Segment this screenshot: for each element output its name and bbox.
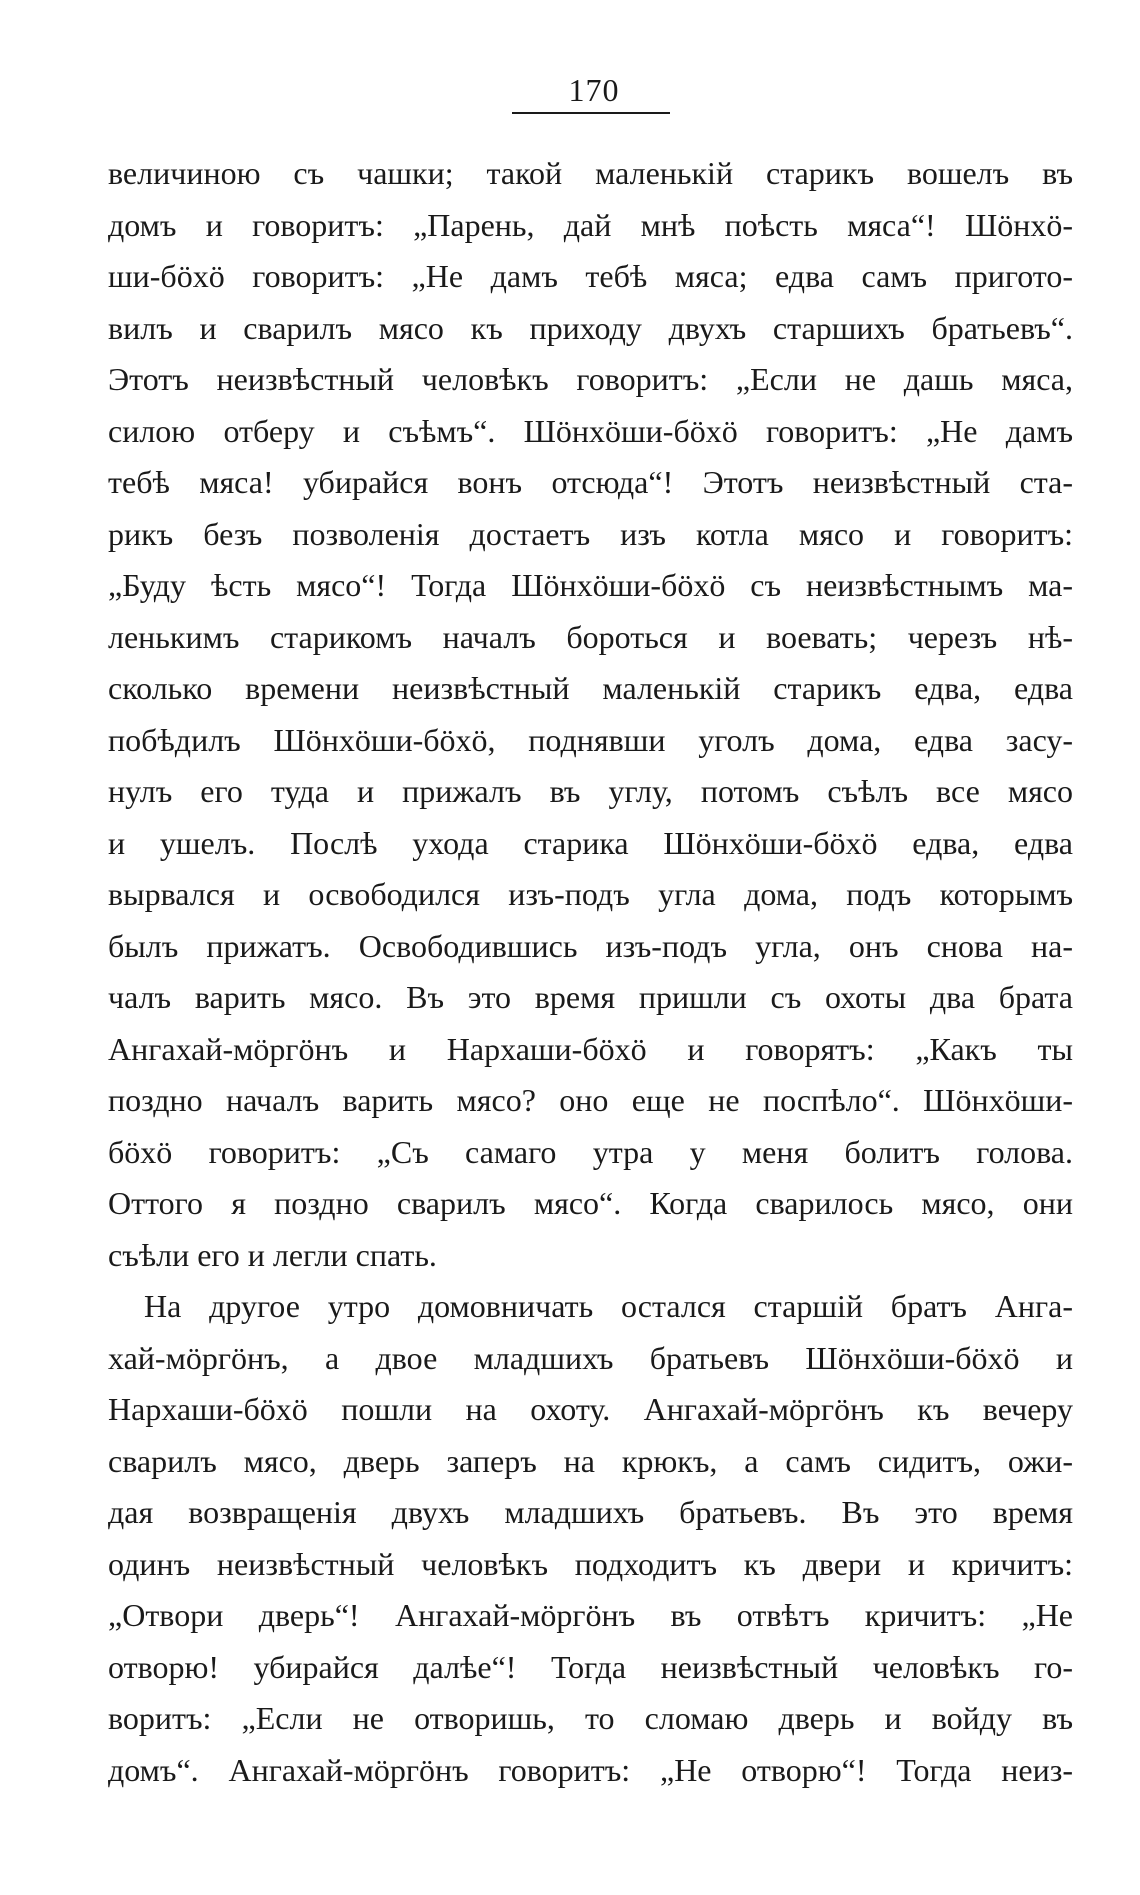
text-line: бöхö говоритъ: „Съ самаго утра у меня болитъ голова. — [108, 1133, 1073, 1170]
text-line: „Буду ѣсть мясо“! Тогда Шöнхöши-бöхö съ неизвѣстнымъ ма- — [108, 567, 1073, 603]
text-line: хай-мöргöнъ, а двое младшихъ братьевъ Шöнхöши-бöхö и — [108, 1339, 1073, 1376]
text-line: вилъ и сварилъ мясо къ приходу двухъ старшихъ братьевъ“. — [108, 309, 1073, 346]
text-line: На другое утро домовничать остался старшій братъ Анга- — [144, 1288, 1073, 1324]
text-line: рикъ безъ позволенія достаетъ изъ котла мясо и говоритъ: — [108, 515, 1073, 552]
text-line: Оттого я поздно сварилъ мясо“. Когда сварилось мясо, они — [108, 1185, 1073, 1221]
text-line: отворю! убирайся далѣе“! Тогда неизвѣстный человѣкъ го- — [108, 1648, 1073, 1685]
text-line: Ангахай-мöргöнъ и Нархаши-бöхö и говорятъ: „Какъ ты — [108, 1030, 1073, 1067]
body-text — [108, 148, 1073, 1796]
text-line: сколько времени неизвѣстный маленькій старикъ едва, едва — [108, 670, 1073, 706]
text-line: чалъ варить мясо. Въ это время пришли съ охоты два брата — [108, 979, 1073, 1015]
text-line: одинъ неизвѣстный человѣкъ подходитъ къ двери и кричитъ: — [108, 1545, 1073, 1582]
text-line: воритъ: „Если не отворишь, то сломаю дверь и войду въ — [108, 1700, 1073, 1736]
text-line: тебѣ мяса! убирайся вонъ отсюда“! Этотъ неизвѣстный ста- — [108, 464, 1073, 500]
text-line: Этотъ неизвѣстный человѣкъ говоритъ: „Если не дашь мяса, — [108, 361, 1073, 397]
text-line: съѣли его и легли спать. — [108, 1236, 437, 1273]
text-line: сварилъ мясо, дверь заперъ на крюкъ, а самъ сидитъ, ожи- — [108, 1442, 1073, 1479]
text-line: домъ“. Ангахай-мöргöнъ говоритъ: „Не отворю“! Тогда неиз- — [108, 1751, 1073, 1788]
text-line: домъ и говоритъ: „Парень, дай мнѣ поѣсть мяса“! Шöнхö- — [108, 206, 1073, 243]
text-line: ленькимъ старикомъ началъ бороться и воевать; черезъ нѣ- — [108, 618, 1073, 655]
text-line: и ушелъ. Послѣ ухода старика Шöнхöши-бöхö едва, едва — [108, 824, 1073, 861]
text-line: ши-бöхö говоритъ: „Не дамъ тебѣ мяса; едва самъ пригото- — [108, 258, 1073, 294]
text-line: силою отберу и съѣмъ“. Шöнхöши-бöхö говоритъ: „Не дамъ — [108, 412, 1073, 449]
page-number: 170 — [568, 72, 620, 108]
text-line: вырвался и освободился изъ-подъ угла дома, подъ которымъ — [108, 876, 1073, 912]
text-line: поздно началъ варить мясо? оно еще не поспѣло“. Шöнхöши- — [108, 1082, 1073, 1118]
paragraph-1 — [108, 148, 1073, 1281]
text-line: нулъ его туда и прижалъ въ углу, потомъ съѣлъ все мясо — [108, 773, 1073, 809]
text-line: былъ прижатъ. Освободившись изъ-подъ угла, онъ снова на- — [108, 927, 1073, 964]
text-line: Нархаши-бöхö пошли на охоту. Ангахай-мöргöнъ къ вечеру — [108, 1391, 1073, 1427]
text-line: дая возвращенія двухъ младшихъ братьевъ. Въ это время — [108, 1494, 1073, 1530]
text-line: „Отвори дверь“! Ангахай-мöргöнъ въ отвѣтъ кричитъ: „Не — [108, 1597, 1073, 1633]
text-line: побѣдилъ Шöнхöши-бöхö, поднявши уголъ дома, едва засу- — [108, 721, 1073, 758]
page-number-rule — [512, 112, 670, 114]
text-line: величиною съ чашки; такой маленькій старикъ вошелъ въ — [108, 155, 1073, 191]
paragraph-2 — [108, 1281, 1073, 1796]
